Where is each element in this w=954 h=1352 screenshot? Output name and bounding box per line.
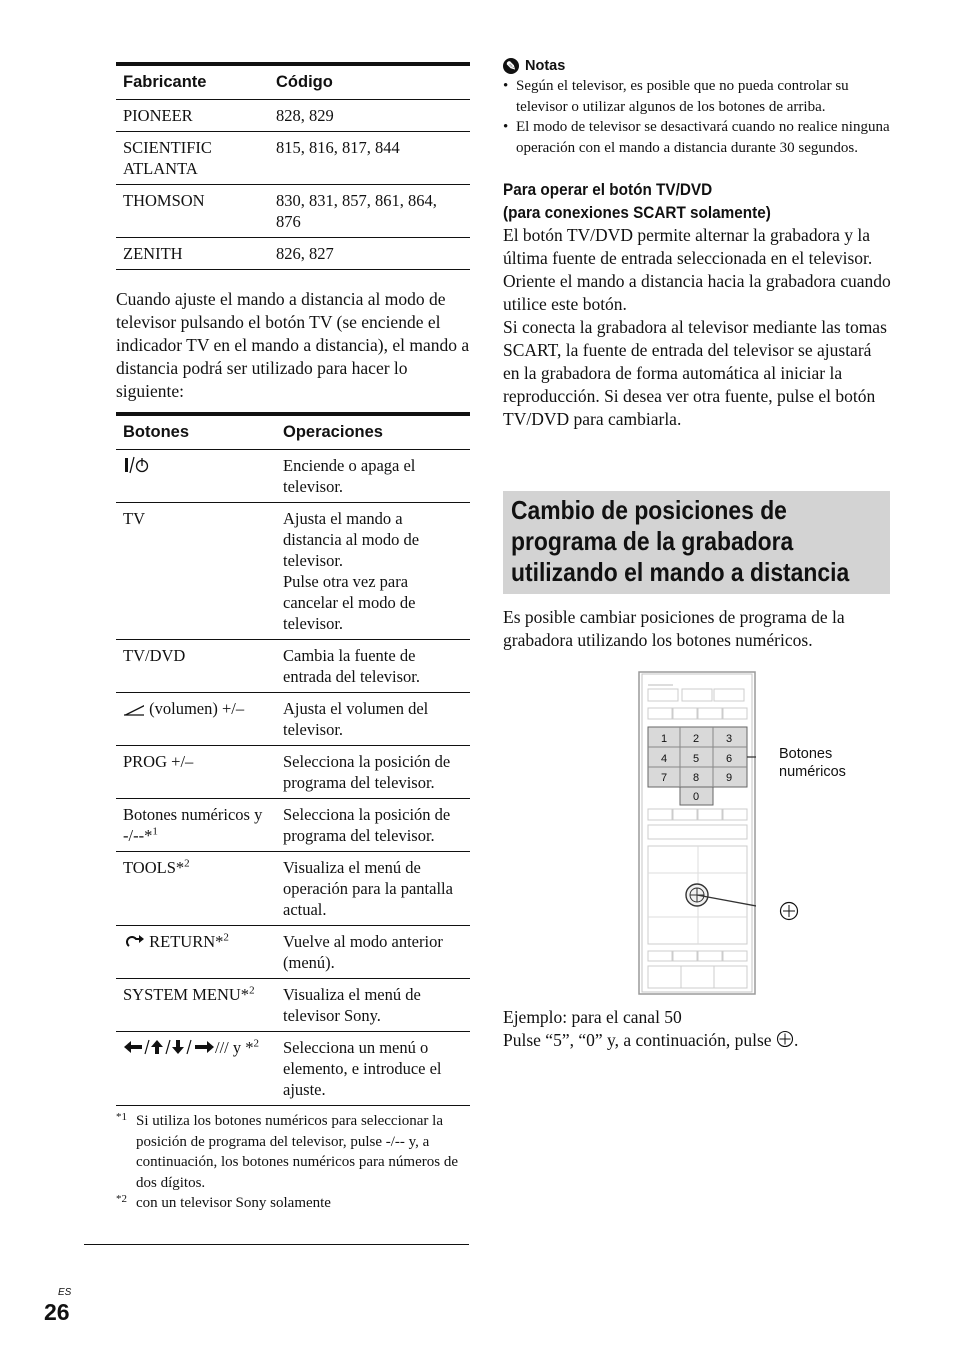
footnotes — [116, 1111, 470, 1214]
notes-icon: ✎ — [503, 58, 519, 74]
operation-cell: Selecciona la posición de programa del televisor. — [276, 746, 470, 799]
keypad-key: 5 — [692, 753, 700, 765]
table-row — [116, 450, 470, 503]
keypad-key: 9 — [725, 772, 733, 784]
button-cell: TV — [116, 503, 276, 640]
footnote-text: con un televisor Sony solamente — [136, 1195, 331, 1211]
table-row — [116, 100, 470, 132]
manufacturer-code-table — [116, 62, 470, 270]
table-row — [116, 852, 470, 926]
notes-list — [503, 76, 891, 158]
keypad-key: 7 — [660, 772, 668, 784]
column-bottom-divider — [84, 1244, 469, 1245]
code-cell: 815, 816, 817, 844 — [269, 132, 470, 185]
footnote-text: Si utiliza los botones numéricos para seleccionar la posición de programa del televisor, pulse -/-- y, a continuación, los botones numéricos para números de dos dígitos. — [136, 1113, 459, 1191]
return-icon — [123, 933, 145, 954]
remote-control-illustration — [638, 671, 756, 995]
example-block — [503, 1006, 891, 1054]
table-row — [116, 926, 470, 979]
code-cell: 826, 827 — [269, 238, 470, 270]
keypad-key: 4 — [660, 753, 668, 765]
footnote-ref: 2 — [249, 984, 255, 997]
notes-heading — [503, 58, 891, 74]
operation-cell: Selecciona la posición de programa del televisor. — [276, 799, 470, 852]
table-row — [116, 238, 470, 270]
operation-cell: Cambia la fuente de entrada del televisor. — [276, 640, 470, 693]
table-row — [116, 799, 470, 852]
operation-cell: Enciende o apaga el televisor. — [276, 450, 470, 503]
manufacturer-cell: THOMSON — [116, 185, 269, 238]
footnote-mark: *1 — [116, 1111, 127, 1123]
notes-title: Notas — [525, 58, 566, 74]
page-number: 26 — [44, 1299, 70, 1325]
operation-cell: Visualiza el menú de televisor Sony. — [276, 979, 470, 1032]
tv-mode-paragraph: Cuando ajuste el mando a distancia al modo de televisor pulsando el botón TV (se enciende el indicador TV en el mando a distancia), el mando a distancia podrá ser utilizado para hacer lo siguiente: — [116, 289, 470, 401]
table-header-code: Código — [269, 64, 470, 100]
right-column — [503, 58, 891, 431]
keypad-key: 6 — [725, 753, 733, 765]
example-line-2: Pulse “5”, “0” y, a continuación, pulse . — [503, 1029, 891, 1054]
table-row — [116, 1032, 470, 1106]
table-row — [116, 503, 470, 640]
volume-icon — [123, 700, 145, 721]
tvdvd-paragraph-1: El botón TV/DVD permite alternar la grabadora y la última fuente de entrada seleccionada en el televisor. Oriente el mando a distancia hacia la grabadora cuando utilice este botón. — [503, 225, 891, 314]
tvdvd-subheading: Para operar el botón TV/DVD (para conexiones SCART solamente) — [503, 180, 771, 222]
operation-cell: Vuelve al modo anterior (menú). — [276, 926, 470, 979]
table-header-manufacturer: Fabricante — [116, 64, 269, 100]
buttons-operations-table — [116, 412, 470, 1106]
keypad-key: 0 — [692, 791, 700, 803]
section-banner — [503, 491, 890, 594]
keypad-key: 3 — [725, 733, 733, 745]
footnote-ref: 2 — [184, 857, 190, 870]
operation-cell: Ajusta el mando a distancia al modo de televisor. Pulse otra vez para cancelar el modo de televisor. — [276, 503, 470, 640]
button-label: SYSTEM MENU* — [123, 985, 250, 1004]
operation-cell: Visualiza el menú de operación para la pantalla actual. — [276, 852, 470, 926]
section-title: Cambio de posiciones de programa de la grabadora utilizando el mando a distancia — [511, 495, 850, 587]
tvdvd-paragraph-2: Si conecta la grabadora al televisor mediante las tomas SCART, la fuente de entrada del televisor se ajustará en la grabadora de forma automática al iniciar la reproducción. Si desea ver otra fuente, pulse el botón TV/DVD para cambiarla. — [503, 317, 887, 429]
table-header-buttons: Botones — [116, 414, 276, 450]
keypad-key: 1 — [660, 733, 668, 745]
footnote-1 — [116, 1111, 470, 1193]
code-cell: 830, 831, 857, 861, 864, 876 — [269, 185, 470, 238]
keypad-key: 2 — [692, 733, 700, 745]
table-row — [116, 132, 470, 185]
button-cell: PROG +/– — [116, 746, 276, 799]
button-label: (volumen) +/– — [145, 699, 245, 718]
example-line-1: Ejemplo: para el canal 50 — [503, 1007, 682, 1027]
manufacturer-cell: PIONEER — [116, 100, 269, 132]
list-item: • Según el televisor, es posible que no pueda controlar su televisor o utilizar algunos de los botones de arriba. — [503, 76, 891, 117]
operation-cell: Selecciona un menú o elemento, e introduce el ajuste. — [276, 1032, 470, 1106]
operation-cell: Ajusta el volumen del televisor. — [276, 693, 470, 746]
intro-paragraph: Es posible cambiar posiciones de programa de la grabadora utilizando los botones numéricos. — [503, 607, 845, 650]
code-cell: 828, 829 — [269, 100, 470, 132]
manufacturer-cell: ZENITH — [116, 238, 269, 270]
button-label: /// y * — [215, 1038, 254, 1057]
keypad-key: 8 — [692, 772, 700, 784]
manufacturer-cell: SCIENTIFIC ATLANTA — [116, 132, 269, 185]
list-item: • El modo de televisor se desactivará cuando no realice ninguna operación con el mando a distancia durante 30 segundos. — [503, 117, 891, 158]
footnote-mark: *2 — [116, 1193, 127, 1205]
button-label: RETURN* — [145, 932, 224, 951]
footnote-ref: 2 — [253, 1037, 260, 1050]
page-language: ES — [58, 1287, 72, 1298]
enter-button-icon — [779, 901, 799, 921]
table-header-operations: Operaciones — [276, 414, 470, 450]
left-column — [116, 62, 470, 1214]
button-label: TOOLS* — [123, 858, 185, 877]
button-cell: TV/DVD — [116, 640, 276, 693]
table-row — [116, 746, 470, 799]
footnote-ref: 1 — [152, 825, 158, 838]
button-label: Botones numéricos y -/--* — [123, 805, 263, 845]
enter-icon — [776, 1030, 794, 1054]
power-icon — [123, 456, 149, 479]
table-row — [116, 979, 470, 1032]
table-row — [116, 693, 470, 746]
footnote-ref: 2 — [223, 931, 229, 944]
arrow-keys-icon — [123, 1039, 215, 1060]
table-row — [116, 640, 470, 693]
footnote-2 — [116, 1193, 470, 1214]
table-row — [116, 185, 470, 238]
numeric-buttons-callout: Botones numéricos — [779, 746, 846, 780]
